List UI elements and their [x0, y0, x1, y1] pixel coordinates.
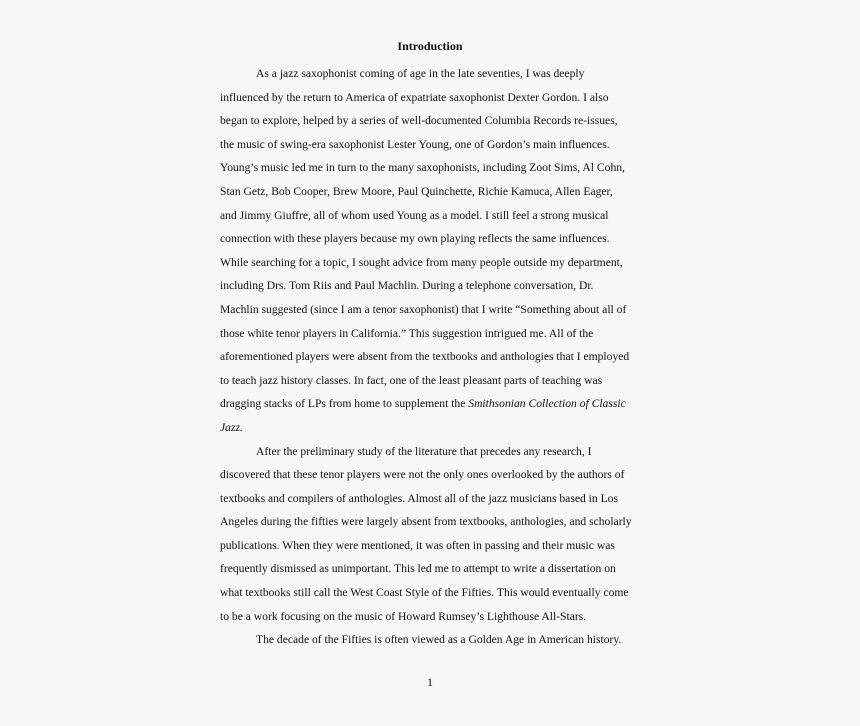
page-title: Introduction — [397, 39, 463, 53]
text-segment: dragging stacks of LPs from home to supplement the — [220, 397, 469, 411]
text-line: and Jimmy Giuffre, all of whom used Young as a model. I still feel a strong musical — [220, 208, 609, 222]
italic-title: Smithsonian Collection of Classic — [468, 397, 626, 411]
body-text — [220, 62, 640, 652]
text-line: Young’s music led me in turn to the many saxophonists, including Zoot Sims, Al Cohn, — [220, 161, 625, 175]
text-line: Stan Getz, Bob Cooper, Brew Moore, Paul Quinchette, Richie Kamuca, Allen Eager, — [220, 184, 613, 198]
text-line: While searching for a topic, I sought advice from many people outside my department, — [220, 255, 623, 269]
text-line: those white tenor players in California.” This suggestion intrigued me. All of the — [220, 326, 594, 340]
text-line: discovered that these tenor players were not the only ones overlooked by the authors of — [220, 468, 625, 482]
text-line: The decade of the Fifties is often viewed as a Golden Age in American history. — [256, 633, 622, 647]
text-line: As a jazz saxophonist coming of age in the late seventies, I was deeply — [256, 67, 585, 80]
text-line: frequently dismissed as unimportant. This led me to attempt to write a dissertation on — [220, 562, 616, 576]
text-line: textbooks and compilers of anthologies. Almost all of the jazz musicians based in Los — [220, 491, 618, 505]
text-line — [220, 416, 640, 440]
text-line: including Drs. Tom Riis and Paul Machlin. During a telephone conversation, Dr. — [220, 279, 594, 293]
text-line: connection with these players because my own playing reflects the same influences. — [220, 232, 610, 246]
text-line: to teach jazz history classes. In fact, one of the least pleasant parts of teaching was — [220, 373, 603, 387]
italic-title: Jazz. — [220, 420, 243, 434]
text-line: Angeles during the fifties were largely absent from textbooks, anthologies, and scholarly — [220, 515, 632, 529]
text-line: aforementioned players were absent from the textbooks and anthologies that I employed — [220, 350, 630, 364]
text-line — [220, 392, 640, 416]
text-line: what textbooks still call the West Coast Style of the Fifties. This would eventually come — [220, 586, 629, 600]
text-line: the music of swing-era saxophonist Lester Young, one of Gordon’s main influences. — [220, 137, 610, 151]
text-line: influenced by the return to America of expatriate saxophonist Dexter Gordon. I also — [220, 90, 609, 104]
text-line: Machlin suggested (since I am a tenor saxophonist) that I write “Something about all of — [220, 302, 627, 316]
text-line: to be a work focusing on the music of Howard Rumsey’s Lighthouse All-Stars. — [220, 609, 587, 623]
text-line: began to explore, helped by a series of well-documented Columbia Records re-issues, — [220, 114, 618, 128]
text-line: publications. When they were mentioned, it was often in passing and their music was — [220, 538, 615, 552]
page-number: 1 — [427, 675, 433, 689]
text-line: After the preliminary study of the literature that precedes any research, I — [256, 444, 592, 458]
